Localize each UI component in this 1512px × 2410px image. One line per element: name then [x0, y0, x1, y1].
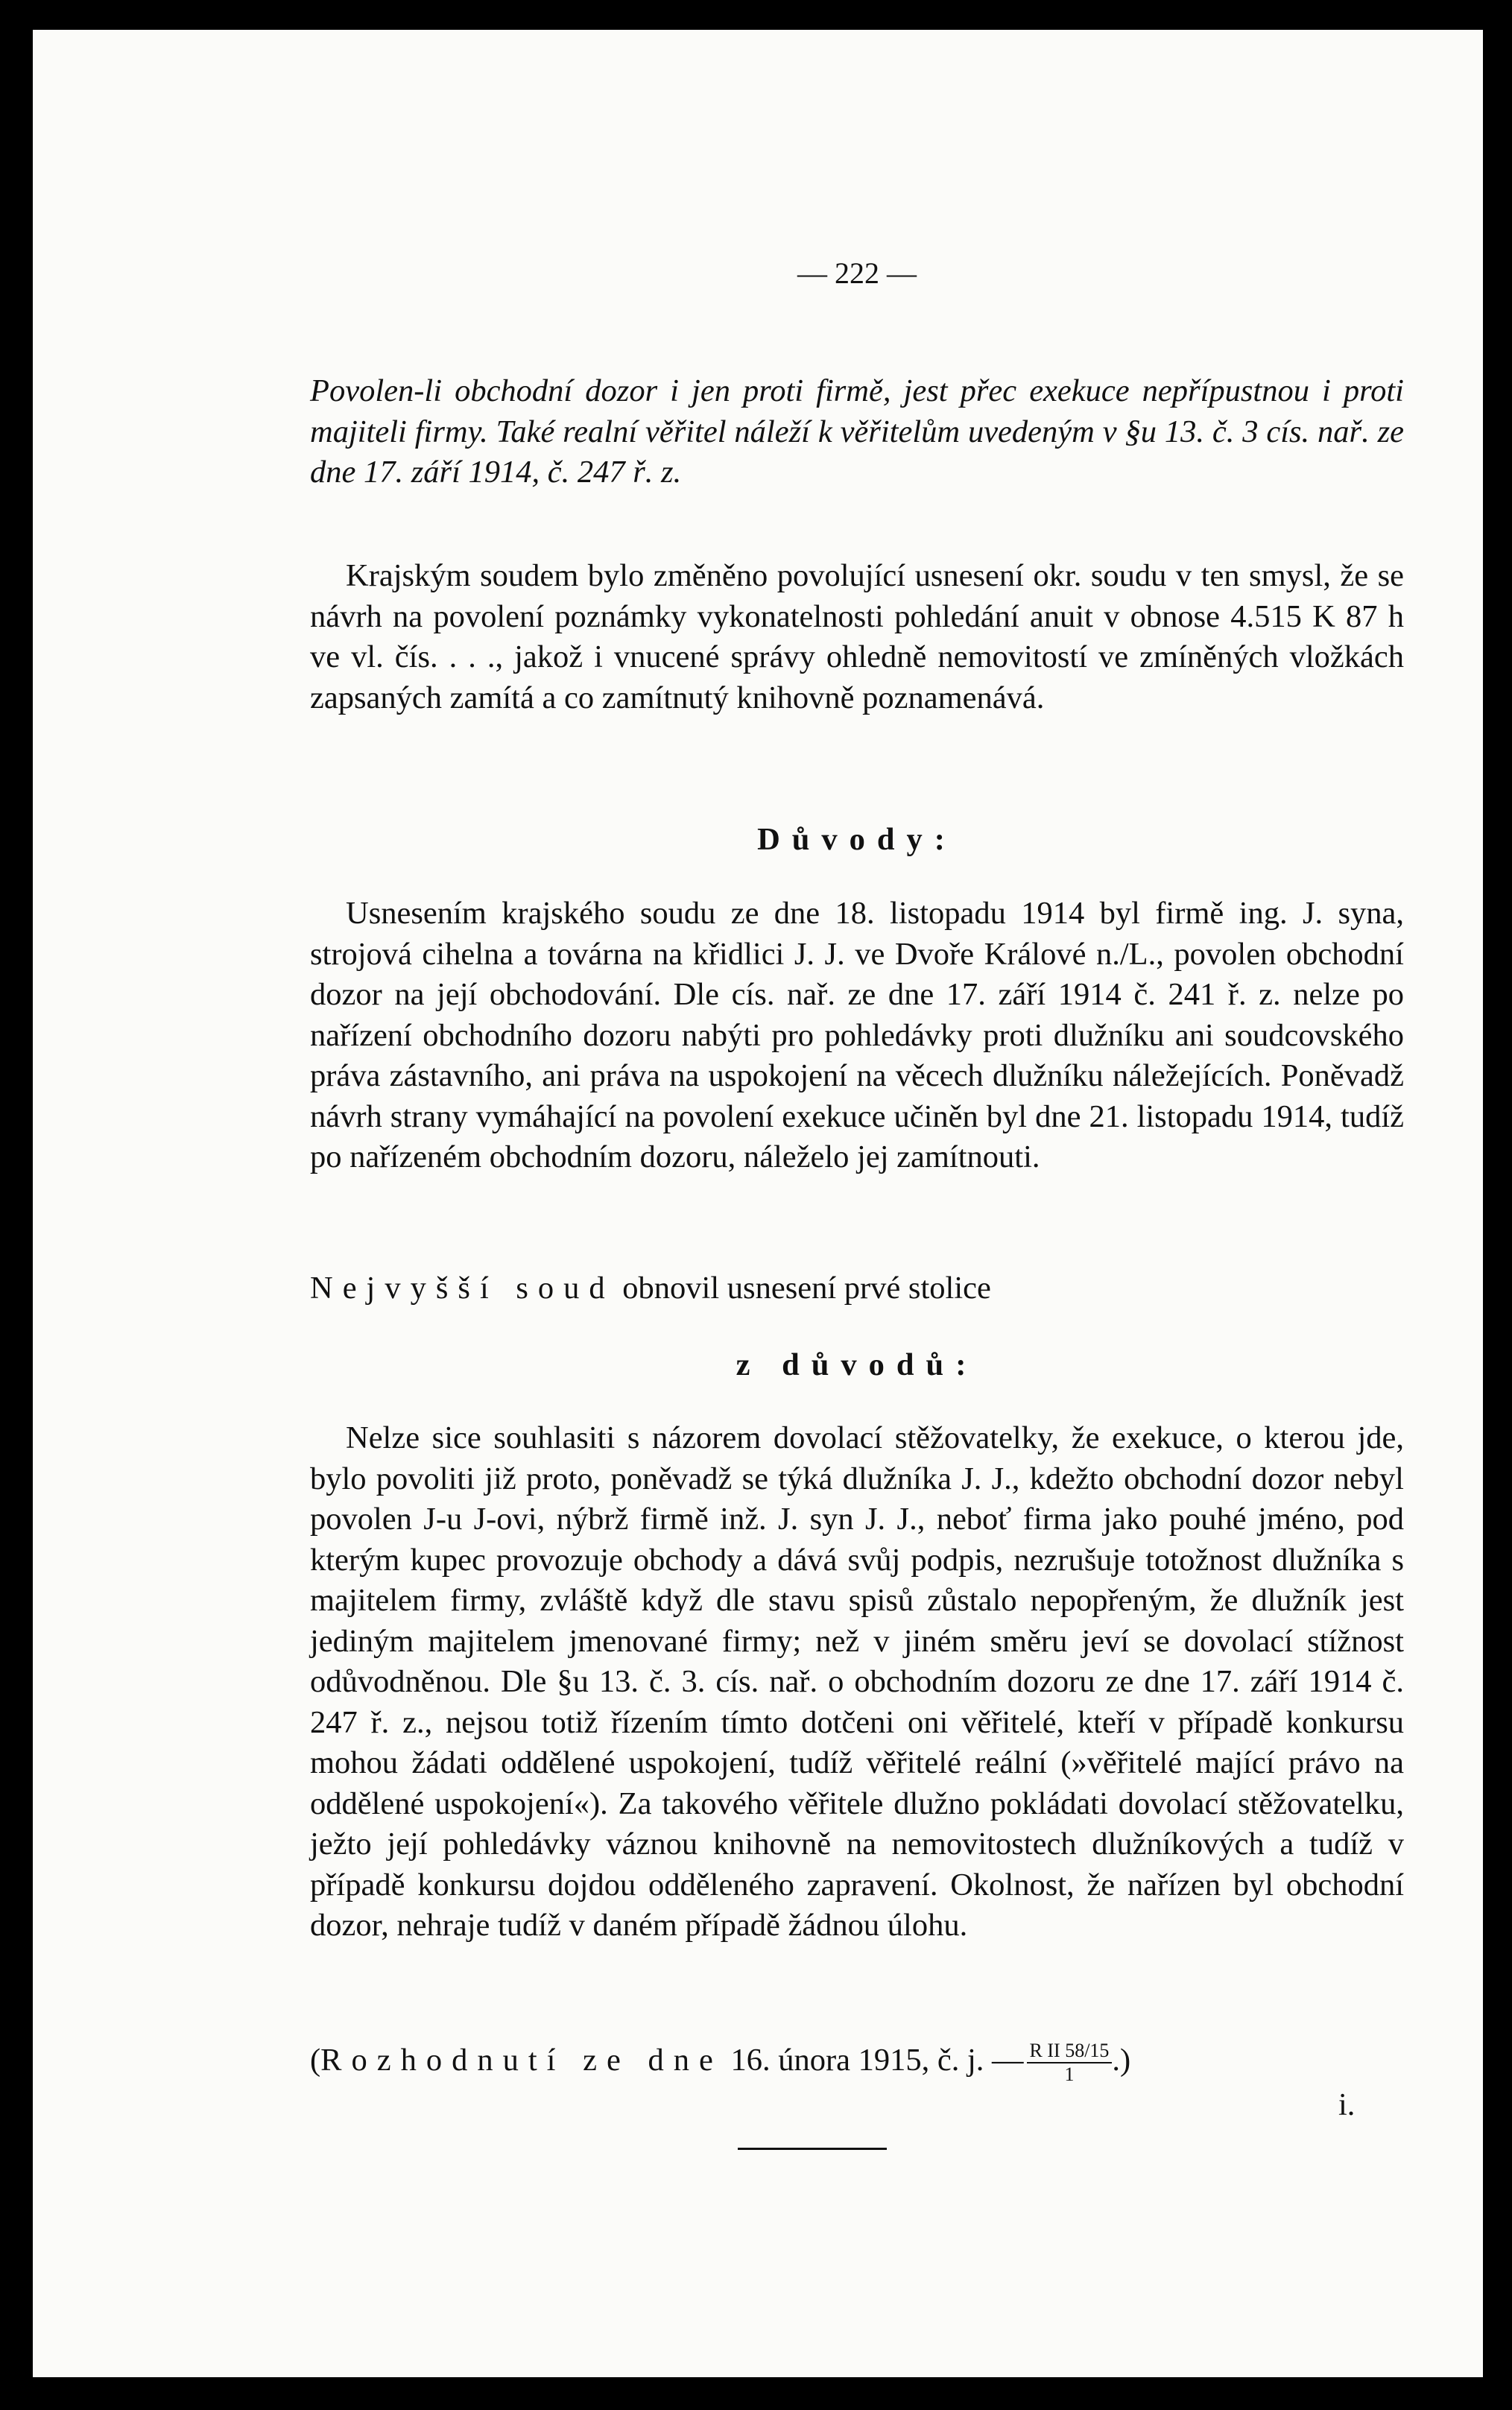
closing-rule — [738, 2148, 887, 2150]
decision-file-denominator: 1 — [1064, 2063, 1075, 2085]
heading-reasons: Důvody: — [757, 822, 957, 857]
decision-open-paren: ( — [310, 2042, 321, 2078]
paragraph-lower-court: Krajským soudem bylo změněno povolující usnesení okr. soudu v ten smysl, že se návrh na povolení poznámky vykonatelnosti pohledání anuit v obnose 4.515 K 87 h ve vl. čís. . . ., jakož i vnucené správy ohledně nemovitostí ve zmíněných vložkách zapsaných zamítá a co zamítnutý knihovně poznamenává. — [310, 558, 1404, 715]
heading-from-reasons: z důvodů: — [736, 1347, 978, 1382]
decision-date: 16. února 1915, č. j. — — [722, 2042, 1024, 2078]
supreme-court-line — [310, 1268, 1404, 1309]
decision-label: Rozhodnutí ze dne — [320, 2042, 723, 2078]
decision-file-number: R II 58/15 — [1027, 2040, 1113, 2063]
paragraph-reasons: Usnesením krajského soudu ze dne 18. listopadu 1914 byl firmě ing. J. syna, strojová cihelna a továrna na křidlici J. J. ve Dvoře Králové n./L., povolen obchodní dozor na její obchodování. Dle cís. nař. ze dne 17. září 1914 č. 241 ř. z. nelze po nařízení obchodního dozoru nabýti pro pohledávky proti dlužníku ani soudcovského práva zástavního, ani práva na uspokojení na věcech dlužníku náležejících. Poněvadž návrh strany vymáhající na povolení exekuce učiněn byl dne 21. listopadu 1914, tudíž po nařízeném obchodním dozoru, náleželo jej zamítnouti. — [310, 896, 1404, 1174]
decision-citation — [310, 2040, 1404, 2086]
supreme-court-ruling: obnovil usnesení prvé stolice — [614, 1271, 991, 1306]
decision-close-paren: .) — [1112, 2042, 1131, 2078]
decision-file-fraction — [1027, 2040, 1113, 2086]
page-number: — 222 — — [797, 256, 917, 290]
headnote: Povolen-li obchodní dozor i jen proti firmě, jest přec exekuce nepřípustnou i proti majiteli firmy. Také realní věřitel náleží k věřitelům uvedeným v §u 13. č. 3 cís. nař. ze dne 17. září 1914, č. 247 ř. z. — [310, 373, 1404, 490]
supreme-court-name: Nejvyšší soud — [310, 1271, 615, 1306]
paragraph-supreme-reasons: Nelze sice souhlasiti s názorem dovolací stěžovatelky, že exekuce, o kterou jde, bylo povoliti již proto, poněvadž se týká dlužníka J. J., kdežto obchodní dozor nebyl povolen J-u J-ovi, nýbrž firmě inž. J. syn J. J., neboť firma jako pouhé jméno, pod kterým kupec provozuje obchody a dává svůj podpis, nezrušuje totožnost dlužníka s majitelem firmy, zvláště když dle stavu spisů zůstalo nepopřeným, že dlužník jest jediným majitelem jmenované firmy; než v jiném směru jeví se dovolací stížnost odůvodněnou. Dle §u 13. č. 3. cís. nař. o obchodním dozoru ze dne 17. září 1914 č. 247 ř. z., nejsou totiž řízením tímto dotčeni oni věřitelé, kteří v případě konkursu mohou žádati oddělené uspokojení, tudíž věřitelé reální (»věřitelé mající právo na oddělené uspokojení«). Za takového věřitele dlužno pokládati dovolací stěžovatelku, ježto její pohledávky váznou knihovně na nemovitostech dlužníkových a tudíž v případě konkursu dojdou odděleného zapravení. Okolnost, že nařízen byl obchodní dozor, nehraje tudíž v daném případě žádnou úlohu. — [310, 1420, 1404, 1943]
document-page — [33, 30, 1483, 2377]
author-initial: i. — [1338, 2087, 1356, 2122]
